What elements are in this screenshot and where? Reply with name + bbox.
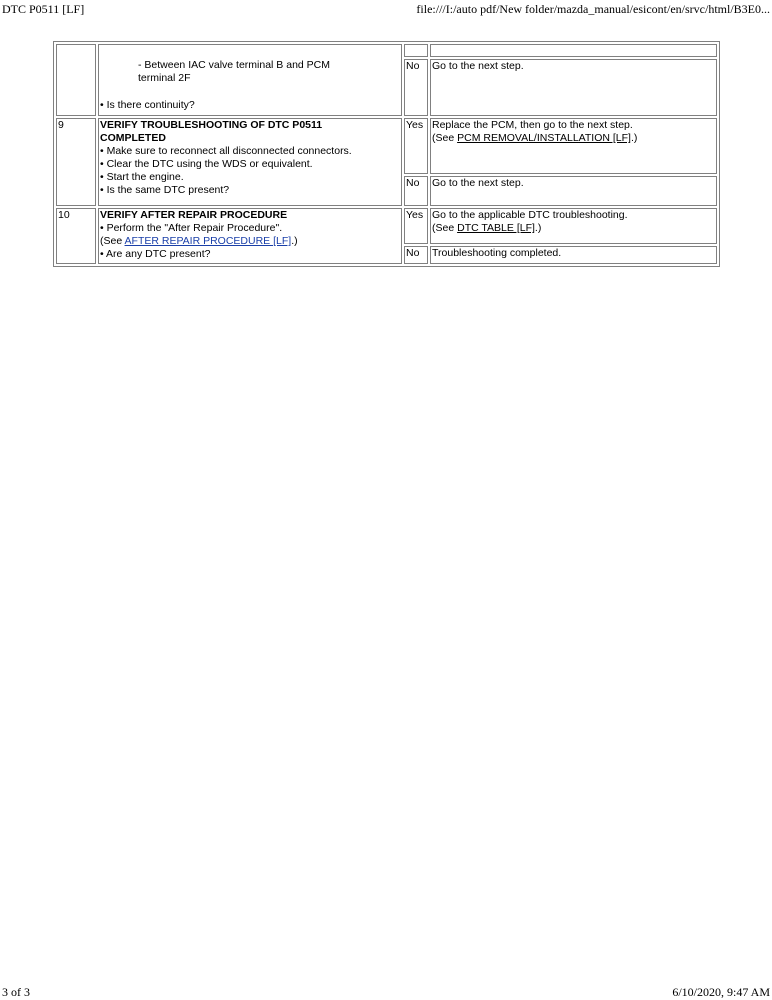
- action-cell: [98, 44, 402, 116]
- yes-label: Yes: [404, 208, 428, 244]
- see-suffix: .): [630, 132, 638, 144]
- no-label: No: [404, 246, 428, 264]
- step-title: VERIFY AFTER REPAIR PROCEDURE: [100, 209, 288, 221]
- yes-action: [430, 44, 717, 57]
- see-reference: [432, 132, 715, 145]
- print-datetime: 6/10/2020, 9:47 AM: [672, 985, 770, 999]
- step-instruction: • Perform the "After Repair Procedure".: [100, 222, 283, 234]
- question-text: • Is the same DTC present?: [100, 184, 230, 196]
- yes-action: [430, 208, 717, 244]
- pcm-removal-installation-link[interactable]: PCM REMOVAL/INSTALLATION [LF]: [457, 132, 631, 144]
- page-title: DTC P0511 [LF]: [2, 2, 85, 16]
- question-text: • Are any DTC present?: [100, 248, 211, 260]
- step-title: VERIFY TROUBLESHOOTING OF DTC P0511: [100, 119, 323, 131]
- yes-label: [404, 44, 428, 57]
- see-prefix: (See: [100, 235, 125, 247]
- no-action: Go to the next step.: [430, 176, 717, 206]
- no-action: Go to the next step.: [430, 59, 717, 116]
- table-row: [56, 44, 717, 57]
- yes-action-text: Replace the PCM, then go to the next step.: [432, 119, 633, 131]
- no-action: Troubleshooting completed.: [430, 246, 717, 264]
- yes-action-text: Go to the applicable DTC troubleshooting.: [432, 209, 628, 221]
- page-url: file:///I:/auto pdf/New folder/mazda_manual/esicont/en/srvc/html/B3E0...: [416, 2, 770, 16]
- table-row: [56, 118, 717, 174]
- action-cell: [98, 118, 402, 206]
- inspection-line: - Between IAC valve terminal B and PCM: [138, 59, 330, 71]
- step-number: 9: [56, 118, 96, 206]
- action-cell: [98, 208, 402, 264]
- see-prefix: (See: [432, 222, 458, 234]
- table-row: [56, 208, 717, 244]
- step-number-cell: [56, 44, 96, 116]
- dtc-table-link[interactable]: DTC TABLE [LF]: [457, 222, 535, 234]
- step-title: COMPLETED: [100, 132, 166, 144]
- print-footer: [0, 985, 772, 999]
- inspection-line: terminal 2F: [138, 72, 191, 84]
- see-suffix: .): [534, 222, 542, 234]
- print-header: [0, 2, 772, 18]
- no-label: No: [404, 59, 428, 116]
- see-reference: [100, 235, 400, 248]
- no-label: No: [404, 176, 428, 206]
- step-instruction: • Clear the DTC using the WDS or equivalent.: [100, 158, 313, 170]
- see-reference: [432, 222, 715, 235]
- yes-action: [430, 118, 717, 174]
- troubleshooting-table: [53, 41, 720, 267]
- after-repair-procedure-link[interactable]: AFTER REPAIR PROCEDURE [LF]: [124, 235, 292, 247]
- step-instruction: • Start the engine.: [100, 171, 184, 183]
- page-number: 3 of 3: [2, 985, 30, 999]
- question-text: • Is there continuity?: [100, 99, 195, 111]
- see-prefix: (See: [432, 132, 458, 144]
- step-instruction: • Make sure to reconnect all disconnected connectors.: [100, 145, 352, 157]
- see-suffix: .): [291, 235, 298, 247]
- yes-label: Yes: [404, 118, 428, 174]
- step-number: 10: [56, 208, 96, 264]
